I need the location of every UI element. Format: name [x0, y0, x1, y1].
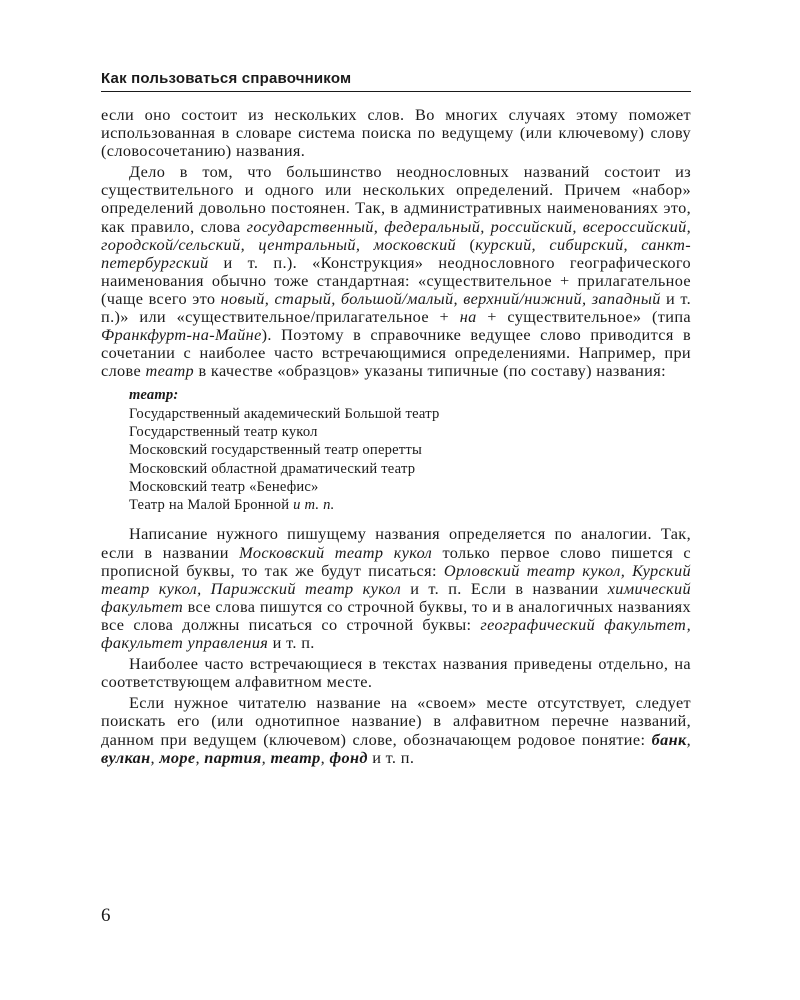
example-item: Государственный театр кукол — [129, 424, 318, 440]
italic-text: химический факультет — [101, 578, 691, 616]
text-run: Наиболее часто встречающиеся в текстах названия приведены отдельно, на соответствующем алфавитном месте. — [101, 654, 691, 692]
example-items — [129, 405, 691, 496]
paragraph — [101, 106, 691, 160]
example-item: Московский областной драматический театр — [129, 460, 416, 477]
text-run: только первое слово пишется с прописной буквы, то так же будут писаться: — [101, 542, 692, 580]
italic-text: , — [150, 747, 160, 767]
paragraph — [101, 163, 691, 380]
text-run: и т. п. Если в названии — [401, 578, 608, 598]
italic-text: , — [195, 747, 205, 767]
paragraphs-after-examples — [101, 525, 691, 766]
text-run: ). Поэтому в справочнике ведущее слово приводится в сочетании с наиболее часто встречающимися определениями. Например, при слове — [101, 325, 691, 381]
emphasized-term: театр — [270, 747, 321, 767]
example-item: Московский государственный театр оперетты — [129, 442, 422, 459]
italic-text: театр — [145, 361, 195, 381]
italic-text: , — [320, 747, 330, 767]
italic-text: , — [686, 729, 691, 749]
emphasized-term: банк — [651, 729, 687, 749]
text-run: в качестве «образцов» указаны типичные (по составу) названия: — [194, 361, 666, 381]
paragraph — [101, 694, 691, 766]
running-header: Как пользоваться справочником — [101, 70, 691, 92]
italic-text: Франкфурт-на-Майне — [101, 325, 262, 345]
emphasized-term: море — [159, 747, 196, 767]
italic-text: курский, сибирский, санкт-петербургский — [101, 234, 691, 272]
text-run: и т. п.). «Конструкция» неоднословного географического наименования обычно тоже стандартная: «существительное + прилагательное (чаще всего это — [101, 252, 691, 308]
example-item — [129, 496, 691, 514]
example-item-suffix: и т. п. — [289, 497, 335, 514]
text-run: и т. п. — [268, 633, 315, 653]
text-run: все слова пишутся со строчной буквы, то и в аналогичных названиях все слова должны писаться со строчной буквы: — [101, 596, 691, 634]
paragraph — [101, 525, 691, 652]
emphasized-term: партия — [204, 747, 262, 767]
italic-text: новый, старый, большой/малый, верхний/нижний, западный — [220, 288, 661, 308]
example-heading: театр: — [129, 387, 179, 404]
paragraph — [101, 655, 691, 691]
text-run: и т. п. — [367, 747, 415, 767]
page-number: 6 — [101, 905, 111, 926]
text-run: если оно состоит из нескольких слов. Во многих случаях этому поможет использованная в словаре система поиска по ведущему (или ключевому) слову (словосочетанию) названия. — [101, 105, 691, 161]
italic-text: географический факультет, факультет управления — [101, 614, 691, 653]
example-list — [129, 386, 691, 514]
italic-text: государственный, федеральный, российский, всероссийский, городской/сельский, центральный, московский — [101, 216, 692, 254]
text-run: Написание нужного пишущему названия определяется по аналогии. Так, если в названии — [101, 524, 691, 562]
emphasized-term: фонд — [329, 747, 368, 767]
text-run: Дело в том, что большинство неоднословных названий состоит из существительного и одного или нескольких определений. Причем «набор» определений довольно постоянен. Так, в административных наименованиях это, как правило, слова — [101, 162, 691, 236]
italic-text: Орловский театр кукол, Курский театр кукол, Парижский театр кукол — [101, 560, 691, 598]
page-body — [101, 106, 691, 767]
italic-text: на — [459, 307, 477, 327]
text-run: Если нужное читателю название на «своем» месте отсутствует, следует поискать его (или однотипное название) в алфавитном перечне названий, данном при ведущем (ключевом) слове, обозначающем родовое понятие: — [101, 693, 691, 749]
text-run: ( — [456, 234, 476, 254]
emphasized-term: вулкан — [101, 747, 151, 767]
paragraphs-before-examples — [101, 106, 691, 380]
text-run: + существительное» (типа — [476, 307, 691, 327]
text-run: и т. п.)» или «существительное/прилагательное + — [101, 288, 691, 327]
example-item-text: Театр на Малой Бронной — [129, 497, 290, 514]
example-item: Государственный академический Большой театр — [129, 405, 440, 422]
example-item: Московский театр «Бенефис» — [129, 478, 319, 495]
italic-text: Московский театр кукол — [239, 542, 433, 562]
italic-text: , — [261, 747, 271, 767]
